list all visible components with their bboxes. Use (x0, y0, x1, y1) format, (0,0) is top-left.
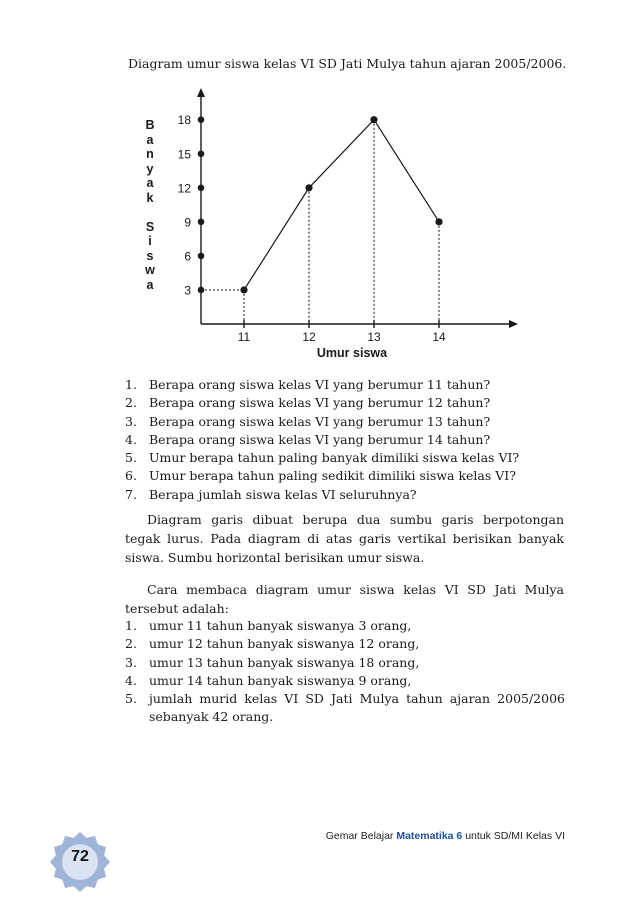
data-point (370, 116, 377, 123)
y-axis-label-letter (140, 205, 160, 220)
footer-book-title (326, 830, 565, 842)
y-tick-dot (198, 185, 205, 192)
footer-title: Matematika 6 (396, 830, 463, 842)
paragraph-explanation: Diagram garis dibuat berupa dua sumbu garis berpotongan tegak lurus. Pada diagram di atas garis vertikal berisikan banyak siswa. Sumbu horizontal berisikan umur siswa. (125, 512, 564, 565)
reading-item (125, 690, 565, 727)
question-number: 3. (125, 413, 137, 429)
question-item (125, 431, 565, 449)
question-item (125, 376, 565, 394)
question-text: Berapa orang siswa kelas VI yang berumur 11 tahun? (149, 377, 491, 392)
y-axis-label-letter: w (145, 263, 155, 277)
footer-suffix: untuk SD/MI Kelas VI (462, 830, 565, 842)
question-text: Berapa orang siswa kelas VI yang berumur 13 tahun? (149, 413, 491, 429)
x-axis-label: Umur siswa (316, 346, 388, 360)
question-number: 4. (125, 431, 137, 447)
x-tick-label: 13 (367, 330, 381, 344)
reading-item (125, 654, 565, 672)
y-tick-label: 6 (184, 249, 191, 264)
y-tick-label: 3 (184, 283, 191, 298)
page-number: 72 (71, 848, 89, 865)
y-tick-dot (198, 253, 205, 260)
reading-number: 1. (125, 618, 137, 633)
question-list (125, 376, 565, 504)
x-tick-label: 12 (302, 330, 316, 344)
reading-text: umur 13 tahun banyak siswanya 18 orang, (149, 654, 420, 670)
data-point (435, 218, 442, 225)
question-text: Berapa orang siswa kelas VI yang berumur 14 tahun? (149, 431, 491, 447)
question-item (125, 413, 565, 431)
y-axis-label-letter: i (148, 234, 152, 248)
reading-text: jumlah murid kelas VI SD Jati Mulya tahun ajaran 2005/2006 sebanyak 42 orang. (149, 691, 565, 725)
reading-number: 4. (125, 672, 137, 688)
y-axis-label (140, 118, 160, 292)
y-tick-label: 9 (184, 215, 191, 230)
y-tick-label: 12 (177, 181, 191, 196)
x-tick-label: 14 (432, 330, 446, 344)
reading-list (125, 617, 565, 727)
y-axis-label-letter: n (146, 147, 154, 161)
question-text: Berapa jumlah siswa kelas VI seluruhnya? (149, 486, 417, 502)
question-item (125, 486, 565, 504)
question-number: 6. (125, 468, 137, 484)
question-text: Umur berapa tahun paling banyak dimiliki siswa kelas VI? (149, 450, 520, 466)
question-text: Umur berapa tahun paling sedikit dimiliki siswa kelas VI? (149, 468, 516, 484)
y-tick-dot (198, 116, 205, 123)
question-item (125, 449, 565, 467)
reading-item (125, 617, 565, 635)
reading-text: umur 14 tahun banyak siswanya 9 orang, (149, 672, 412, 688)
paragraph-reading-intro: Cara membaca diagram umur siswa kelas VI SD Jati Mulya tersebut adalah: (125, 582, 564, 616)
y-axis-label-letter: a (146, 176, 154, 190)
y-axis-label-letter: s (146, 248, 154, 263)
data-point (240, 286, 247, 293)
reading-text: umur 12 tahun banyak siswanya 12 orang, (149, 636, 420, 652)
question-text: Berapa orang siswa kelas VI yang berumur 12 tahun? (149, 395, 491, 411)
question-item (125, 467, 565, 485)
reading-item (125, 635, 565, 653)
y-axis-label-letter: a (146, 132, 154, 147)
question-number: 5. (125, 450, 137, 466)
question-number: 2. (125, 395, 137, 411)
x-tick-label: 11 (237, 330, 251, 344)
y-axis-label-letter: k (146, 190, 154, 205)
chart-caption: Diagram umur siswa kelas VI SD Jati Mulya tahun ajaran 2005/2006. (128, 56, 567, 71)
y-tick-dot (198, 219, 205, 226)
y-axis-arrow (197, 88, 205, 97)
y-axis-label-letter: a (146, 277, 154, 292)
series-line (244, 120, 439, 290)
reading-item (125, 672, 565, 690)
reading-text: umur 11 tahun banyak siswanya 3 orang, (149, 618, 412, 633)
data-point (305, 184, 312, 191)
y-axis-label-letter: B (145, 118, 155, 132)
reading-number: 2. (125, 636, 137, 652)
question-number: 7. (125, 486, 137, 502)
y-axis-label-letter: S (145, 219, 155, 234)
reading-number: 5. (125, 691, 137, 707)
footer-prefix: Gemar Belajar (325, 830, 397, 842)
question-number: 1. (125, 377, 137, 392)
x-axis-arrow (509, 320, 518, 328)
y-axis-label-letter: y (146, 161, 154, 176)
y-tick-label: 18 (177, 113, 191, 128)
y-tick-dot (198, 150, 205, 157)
y-tick-label: 15 (177, 147, 191, 162)
reading-number: 3. (125, 654, 137, 670)
question-item (125, 394, 565, 412)
